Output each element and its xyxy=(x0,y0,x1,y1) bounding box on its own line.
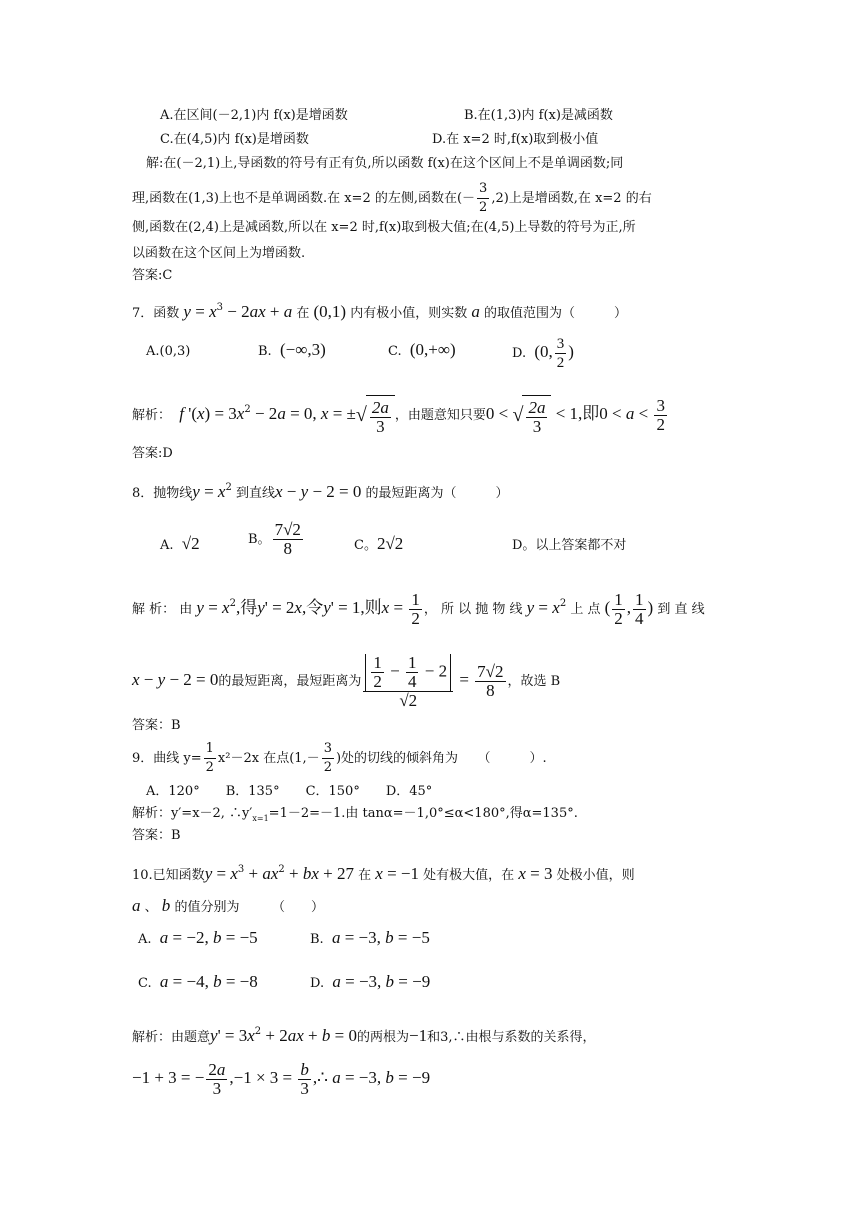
q6-option-b: B.在(1,3)内 f(x)是减函数 xyxy=(464,108,613,123)
q9-stem: 9．曲线 y= $\frac{1}{2}$ x²－2x 在点(1,－ $\frac{3}{2}$ )处的切线的倾斜角为 （ ）. xyxy=(132,741,547,775)
q7-option-a: A.(0,3) xyxy=(146,344,191,359)
q7-stem: 7．函数 $y = x^3 - 2ax + a$ 在 (0,1) 内有极小值，则实数 a 的取值范围为（ ） xyxy=(132,302,628,321)
q10-option-b: B. a = −3, b = −5 xyxy=(310,928,430,947)
q7-answer: 答案:D xyxy=(132,446,173,461)
q8-answer: 答案：B xyxy=(132,718,181,733)
q10-option-a: A. a = −2, b = −5 xyxy=(138,928,258,947)
q6-solution-line2: 理,函数在(1,3)上也不是单调函数.在 x=2 的左侧,函数在(－ $\frac{3}{2}$ ,2)上是增函数,在 x=2 的右 xyxy=(132,181,652,215)
q8-solution-line1: 解 析： 由 $y = x^2$,得y' = 2x,令y' = 1,则x = $\frac{1}{2}$ ， 所 以 抛 物 线 $y = x^2$ 上 点 ( $\frac{1}{2}$ , $\frac{1}{4}$ ) 到 直 线 xyxy=(132,590,705,628)
q6-option-c: C.在(4,5)内 f(x)是增函数 xyxy=(160,132,309,147)
q7-option-b: B. (−∞,3) xyxy=(258,340,326,359)
q10-solution-line2: −1 + 3 = − $\frac{2a}{3}$ ,−1 × 3 = $\frac{b}{3}$ ,∴ a = −3, b = −9 xyxy=(132,1060,431,1098)
q8-solution-line2: x − y − 2 = 0的最短距离，最短距离为 $\frac{1}{2}$ − $\frac{1}{4}$ − 2 √2 = $\frac{7√2}{8}$ ，故选 B xyxy=(132,652,561,710)
q8-option-a: A. √2 xyxy=(160,534,200,553)
q10-option-c: C. a = −4, b = −8 xyxy=(138,972,258,991)
q10-solution-line1: 解析：由题意$y' = 3x^2 + 2ax + b = 0$的两根为−1和3,∴由根与系数的关系得， xyxy=(132,1026,596,1045)
q6-solution-line3: 侧,函数在(2,4)上是减函数,所以在 x=2 时,f(x)取到极大值;在(4,5)上导数的符号为正,所 xyxy=(132,220,636,235)
q6-answer: 答案:C xyxy=(132,268,173,283)
q8-stem: 8．抛物线$y = x^2$ 到直线x − y − 2 = 0 的最短距离为（ ） xyxy=(132,482,509,501)
q7-option-d: D. (0, $\frac{3}{2}$ ) xyxy=(512,336,574,371)
q9-solution: 解析：y′=x－2, $\therefore y'_{x=1}=1-2=-1$.由 tanα=－1,0°≤α<180°,得α=135°. xyxy=(132,806,578,823)
q9-answer: 答案：B xyxy=(132,828,181,843)
q10-stem-line1: 10.已知函数$y = x^3 + ax^2$ + bx + 27 在 x = −1 处有极大值，在 x = 3 处极小值，则 xyxy=(132,864,635,883)
q10-option-d: D. a = −3, b = −9 xyxy=(310,972,431,991)
q6-option-a: A.在区间(－2,1)内 f(x)是增函数 xyxy=(160,108,348,123)
q6-option-d: D.在 x=2 时,f(x)取到极小值 xyxy=(432,132,599,147)
q8-option-d: D。以上答案都不对 xyxy=(512,538,627,553)
q6-solution-line4: 以函数在这个区间上为增函数. xyxy=(132,246,306,261)
q8-option-b: B。 $\frac{7√2}{8}$ xyxy=(248,520,301,558)
q9-options: A．120° B．135° C．150° D．45° xyxy=(146,784,433,799)
q8-option-c: C。2√2 xyxy=(354,534,404,553)
q6-solution-line1: 解:在(－2,1)上,导函数的符号有正有负,所以函数 f(x)在这个区间上不是单调函数;同 xyxy=(146,156,624,171)
q7-solution: 解析： f '$(x) = 3x^2 - 2a = 0$, x = ±√ $\frac{2a}{3}$ ，由题意知只要0 < √ $\frac{2a}{3}$ < 1,即0 < a < $\frac{3}{2}$ xyxy=(132,396,665,436)
q7-option-c: C. (0,+∞) xyxy=(388,340,456,359)
q10-stem-line2: a 、 b 的值分别为 （ ） xyxy=(132,896,324,915)
